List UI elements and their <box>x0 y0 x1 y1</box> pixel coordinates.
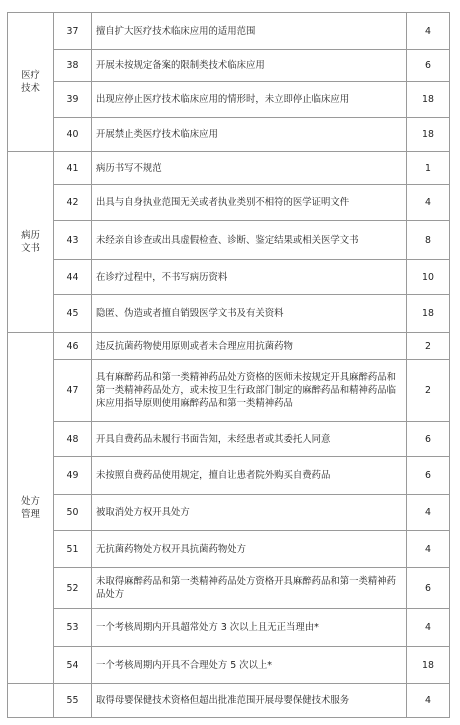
item-number: 55 <box>54 684 92 718</box>
item-description: 隐匿、伪造或者擅自销毁医学文书及有关资料 <box>92 295 407 333</box>
item-description: 开具自费药品未履行书面告知，未经患者或其委托人同意 <box>92 422 407 457</box>
table-row <box>8 295 450 333</box>
table-row <box>8 531 450 568</box>
table-row <box>8 152 450 185</box>
category-cell: 医疗 技术 <box>8 13 54 152</box>
item-description: 未取得麻醉药品和第一类精神药品处方资格开具麻醉药品和第一类精神药品处方 <box>92 568 407 609</box>
item-score: 4 <box>407 531 450 568</box>
item-number: 51 <box>54 531 92 568</box>
item-description: 一个考核周期内开具超常处方 3 次以上且无正当理由* <box>92 609 407 647</box>
item-number: 53 <box>54 609 92 647</box>
item-description: 开展禁止类医疗技术临床应用 <box>92 118 407 152</box>
category-cell <box>8 684 54 718</box>
item-score: 18 <box>407 295 450 333</box>
item-number: 39 <box>54 82 92 118</box>
category-cell: 病历 文书 <box>8 152 54 333</box>
table-row <box>8 260 450 295</box>
item-number: 46 <box>54 333 92 360</box>
item-number: 44 <box>54 260 92 295</box>
table-row <box>8 568 450 609</box>
item-score: 18 <box>407 82 450 118</box>
category-cell: 处方 管理 <box>8 333 54 684</box>
table-row <box>8 13 450 50</box>
item-number: 43 <box>54 221 92 260</box>
item-description: 具有麻醉药品和第一类精神药品处方资格的医师未按规定开具麻醉药品和第一类精神药品处方，或未按卫生行政部门制定的麻醉药品和精神药品临床应用指导原则使用麻醉药品和第一类精神药品 <box>92 360 407 422</box>
item-number: 37 <box>54 13 92 50</box>
item-number: 45 <box>54 295 92 333</box>
table-row <box>8 118 450 152</box>
item-score: 6 <box>407 422 450 457</box>
item-description: 未按照自费药品使用规定，擅自让患者院外购买自费药品 <box>92 457 407 495</box>
item-number: 47 <box>54 360 92 422</box>
item-score: 6 <box>407 50 450 82</box>
item-score: 4 <box>407 495 450 531</box>
item-score: 8 <box>407 221 450 260</box>
item-score: 4 <box>407 13 450 50</box>
item-description: 在诊疗过程中，不书写病历资料 <box>92 260 407 295</box>
item-number: 41 <box>54 152 92 185</box>
table-row <box>8 495 450 531</box>
table-row <box>8 457 450 495</box>
table-row <box>8 221 450 260</box>
item-number: 42 <box>54 185 92 221</box>
table-row <box>8 82 450 118</box>
item-number: 48 <box>54 422 92 457</box>
item-score: 1 <box>407 152 450 185</box>
item-score: 6 <box>407 568 450 609</box>
item-description: 违反抗菌药物使用原则或者未合理应用抗菌药物 <box>92 333 407 360</box>
table-row <box>8 185 450 221</box>
item-description: 病历书写不规范 <box>92 152 407 185</box>
table-row <box>8 609 450 647</box>
item-score: 10 <box>407 260 450 295</box>
item-number: 49 <box>54 457 92 495</box>
item-number: 38 <box>54 50 92 82</box>
item-description: 开展未按规定备案的限制类技术临床应用 <box>92 50 407 82</box>
item-number: 52 <box>54 568 92 609</box>
item-score: 2 <box>407 333 450 360</box>
item-score: 18 <box>407 647 450 684</box>
item-description: 无抗菌药物处方权开具抗菌药物处方 <box>92 531 407 568</box>
item-score: 2 <box>407 360 450 422</box>
item-description: 取得母婴保健技术资格但超出批准范围开展母婴保健技术服务 <box>92 684 407 718</box>
item-score: 6 <box>407 457 450 495</box>
violation-score-table <box>7 12 450 718</box>
table-row <box>8 50 450 82</box>
table-row <box>8 333 450 360</box>
item-score: 18 <box>407 118 450 152</box>
item-description: 出具与自身执业范围无关或者执业类别不相符的医学证明文件 <box>92 185 407 221</box>
item-number: 50 <box>54 495 92 531</box>
item-description: 未经亲自诊查或出具虚假检查、诊断、鉴定结果或相关医学文书 <box>92 221 407 260</box>
table-row <box>8 647 450 684</box>
table-row <box>8 684 450 718</box>
item-description: 擅自扩大医疗技术临床应用的适用范围 <box>92 13 407 50</box>
item-description: 被取消处方权开具处方 <box>92 495 407 531</box>
item-description: 出现应停止医疗技术临床应用的情形时，未立即停止临床应用 <box>92 82 407 118</box>
table-row <box>8 360 450 422</box>
item-score: 4 <box>407 609 450 647</box>
table-row <box>8 422 450 457</box>
item-score: 4 <box>407 684 450 718</box>
item-description: 一个考核周期内开具不合理处方 5 次以上* <box>92 647 407 684</box>
item-number: 40 <box>54 118 92 152</box>
item-score: 4 <box>407 185 450 221</box>
item-number: 54 <box>54 647 92 684</box>
